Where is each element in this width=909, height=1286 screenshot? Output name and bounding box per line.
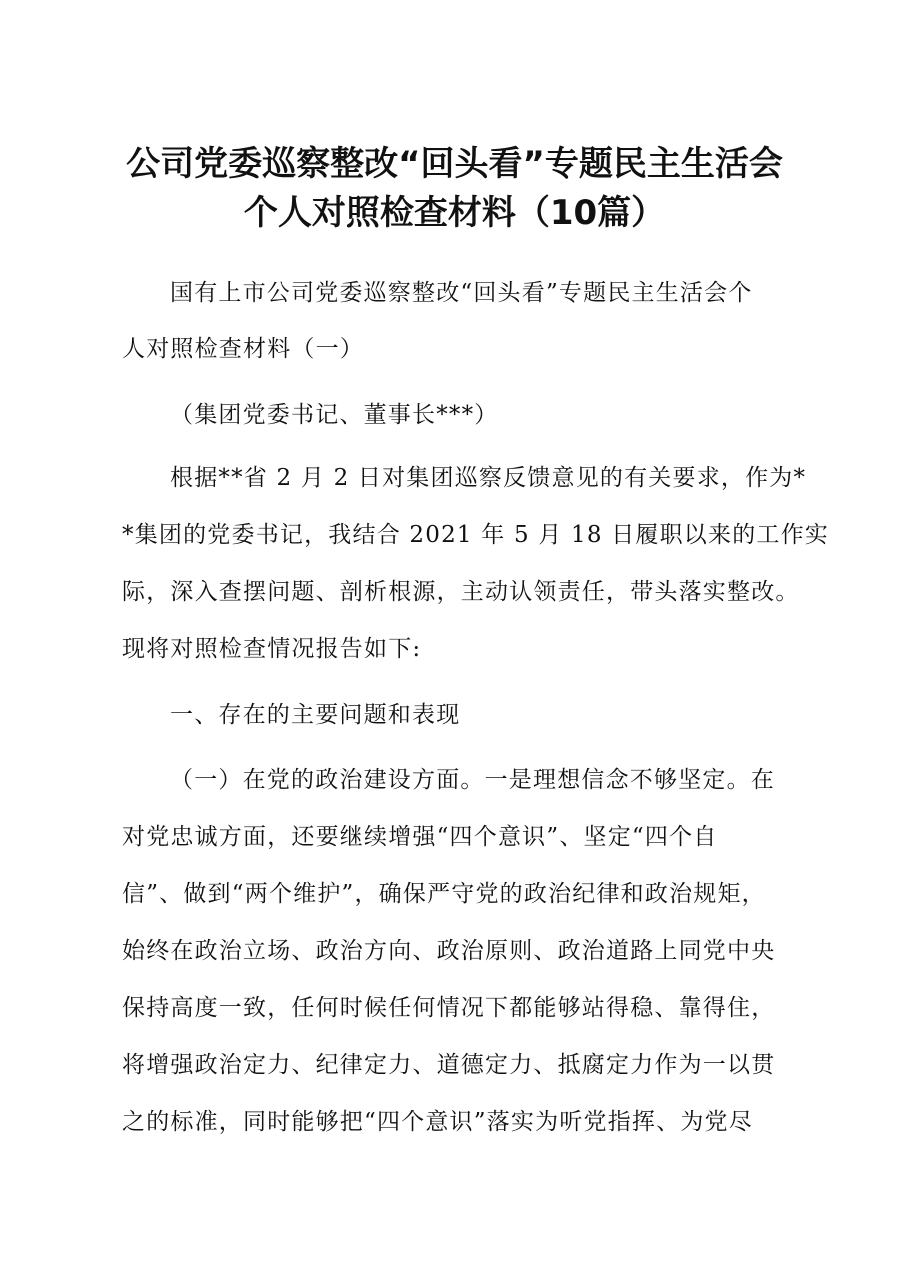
author-line: （集团党委书记、董事长***）	[170, 402, 499, 428]
section-body-line-4: 始终在政治立场、政治方向、政治原则、政治道路上同党中央	[122, 938, 776, 964]
section-body-line-3: 信”、做到“两个维护”，确保严守党的政治纪律和政治规矩，	[122, 881, 766, 907]
subtitle-line-2: 人对照检查材料（一）	[122, 336, 364, 362]
section-body-line-5: 保持高度一致，任何时候任何情况下都能够站得稳、靠得住，	[122, 995, 776, 1021]
intro-line-2: *集团的党委书记，我结合 2021 年 5 月 18 日履职以来的工作实	[122, 522, 829, 548]
section-heading: 一、存在的主要问题和表现	[170, 702, 461, 728]
document-title-line-2: 个人对照检查材料（10篇）	[243, 193, 666, 233]
section-body-line-2: 对党忠诚方面，还要继续增强“四个意识”、坚定“四个自	[122, 824, 718, 850]
intro-line-1: 根据**省 2 月 2 日对集团巡察反馈意见的有关要求，作为*	[170, 465, 807, 491]
section-body-line-7: 之的标准，同时能够把“四个意识”落实为听党指挥、为党尽	[122, 1109, 753, 1135]
intro-line-3: 际，深入查摆问题、剖析根源，主动认领责任，带头落实整改。	[122, 579, 800, 605]
intro-line-4: 现将对照检查情况报告如下:	[122, 636, 422, 662]
section-body-line-6: 将增强政治定力、纪律定力、道德定力、抵腐定力作为一以贯	[122, 1052, 776, 1078]
document-title-line-1: 公司党委巡察整改“回头看”专题民主生活会	[126, 144, 783, 184]
subtitle-line-1: 国有上市公司党委巡察整改“回头看”专题民主生活会个	[170, 280, 753, 306]
section-body-line-1: （一）在党的政治建设方面。一是理想信念不够坚定。在	[170, 767, 775, 793]
